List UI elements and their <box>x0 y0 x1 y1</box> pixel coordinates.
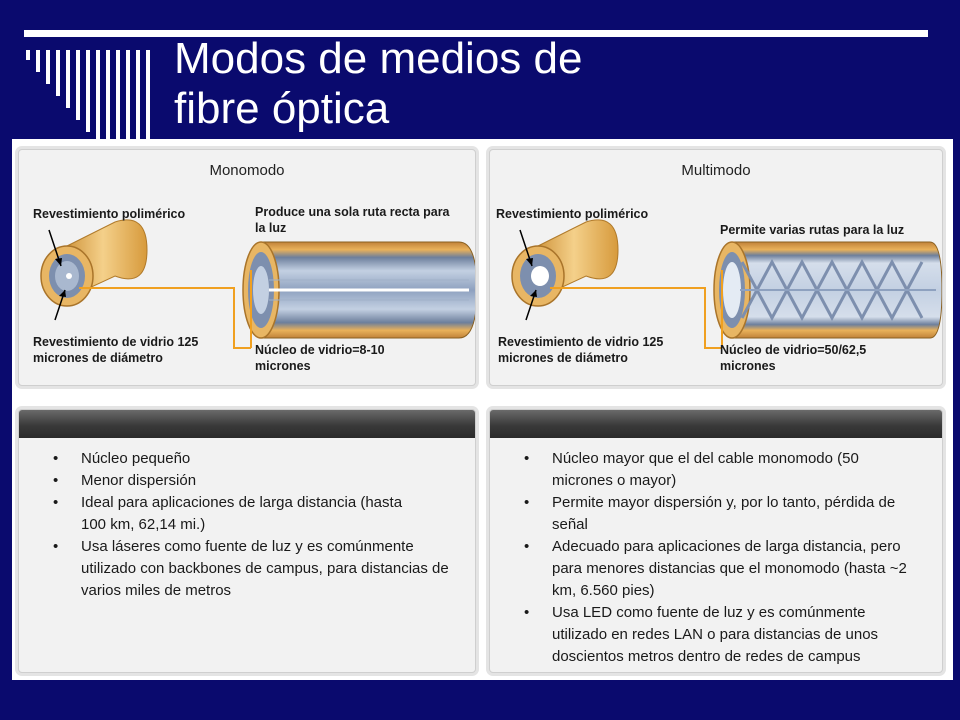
monomodo-label-core-2: micrones <box>255 359 311 373</box>
list-item: • Permite mayor dispersión y, por lo tanto, pérdida de señal <box>552 492 932 536</box>
multimodo-heading: Multimodo <box>681 162 751 179</box>
monomodo-label-coating: Revestimiento polimérico <box>33 207 186 221</box>
multimodo-label-core-2: micrones <box>720 359 776 373</box>
slide-title <box>174 34 582 134</box>
slide-title-line2: fibre óptica <box>174 84 390 133</box>
monomodo-label-path-2: la luz <box>255 221 287 235</box>
list-item: • Ideal para aplicaciones de larga distancia (hasta 100 km, 62,14 mi.) <box>81 492 411 536</box>
multimodo-label-cladding-1: Revestimiento de vidrio 125 <box>498 335 664 349</box>
monomodo-features-header <box>19 410 475 438</box>
list-item: • Usa LED como fuente de luz y es comúnmente utilizado en redes LAN o para distancias de unos doscientos metros dentro de redes de campus <box>552 602 924 668</box>
content-image <box>12 139 953 680</box>
list-item: • Usa láseres como fuente de luz y es comúnmente utilizado con backbones de campus, para distancias de varios miles de metros <box>81 536 457 602</box>
monomodo-features-panel <box>18 409 476 673</box>
monomodo-feature-list <box>19 448 475 602</box>
monomodo-diagram-panel <box>18 149 476 386</box>
multimodo-label-path: Permite varias rutas para la luz <box>720 223 905 237</box>
multimodo-diagram-panel <box>489 149 943 386</box>
monomodo-heading: Monomodo <box>209 162 285 179</box>
multimodo-label-cladding-2: micrones de diámetro <box>498 351 628 365</box>
monomodo-label-cladding-1: Revestimiento de vidrio 125 <box>33 335 199 349</box>
list-item: • Menor dispersión <box>81 470 475 492</box>
slide-title-line1: Modos de medios de <box>174 34 583 83</box>
multimodo-label-core-1: Núcleo de vidrio=50/62,5 <box>720 343 867 357</box>
list-item: • Núcleo mayor que el del cable monomodo (50 micrones o mayor) <box>552 448 902 492</box>
multimodo-label-coating: Revestimiento polimérico <box>496 207 649 221</box>
decorative-bars <box>24 44 164 144</box>
multimodo-features-panel <box>489 409 943 673</box>
monomodo-label-path-1: Produce una sola ruta recta para <box>255 205 450 219</box>
multimodo-feature-list <box>490 448 942 668</box>
multimodo-features-header <box>490 410 942 438</box>
monomodo-label-cladding-2: micrones de diámetro <box>33 351 163 365</box>
list-item: • Adecuado para aplicaciones de larga distancia, pero para menores distancias que el monomodo (hasta ~2 km, 6.560 pies) <box>552 536 922 602</box>
monomodo-label-core-1: Núcleo de vidrio=8-10 <box>255 343 385 357</box>
list-item: • Núcleo pequeño <box>81 448 475 470</box>
